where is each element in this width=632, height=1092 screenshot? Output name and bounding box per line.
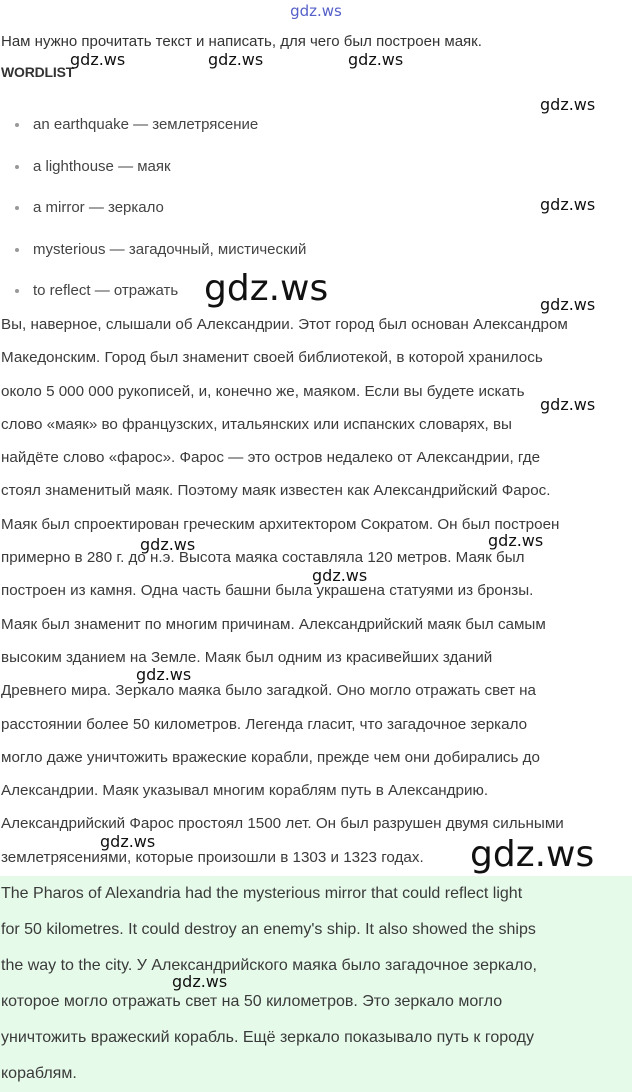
watermark: gdz.ws xyxy=(470,834,595,875)
answer-line: The Pharos of Alexandria had the mysterious mirror that could reflect light xyxy=(1,885,523,902)
watermark: gdz.ws xyxy=(348,50,404,69)
text-line: Вы, наверное, слышали об Александрии. Этот город был основан Александром xyxy=(1,316,568,333)
text-line: Маяк был знаменит по многим причинам. Александрийский маяк был самым xyxy=(1,615,546,633)
translation-text xyxy=(1,308,632,874)
text-line: примерно в 280 г. до н.э. Высота маяка составляла 120 метров. Маяк был xyxy=(1,549,525,567)
watermark: gdz.ws xyxy=(312,566,368,585)
answer-block xyxy=(0,876,632,1092)
text-line: построен из камня. Одна часть башни была украшена статуями из бронзы. xyxy=(1,582,534,600)
watermark: gdz.ws xyxy=(540,195,596,214)
text-line: около 5 000 000 рукописей, и, конечно же, маяком. Если вы будете искать xyxy=(1,382,525,400)
wordlist-item: to reflect — отражать xyxy=(0,270,306,312)
answer-line: кораблям. xyxy=(1,1065,77,1082)
wordlist-item: a mirror — зеркало xyxy=(0,187,306,229)
text-line: слово «маяк» во французских, итальянских или испанских словарях, вы xyxy=(1,415,512,433)
text-line: Маяк был спроектирован греческим архитектором Сократом. Он был построен xyxy=(1,515,560,533)
watermark: gdz.ws xyxy=(540,295,596,314)
bullet-icon xyxy=(15,289,19,293)
watermark: gdz.ws xyxy=(100,832,156,851)
watermark: gdz.ws xyxy=(136,665,192,684)
text-line: Александрийский Фарос простоял 1500 лет. Он был разрушен двумя сильными xyxy=(1,815,564,833)
text-line: землетрясениями, которые произошли в 1303 и 1323 годах. xyxy=(1,848,424,866)
watermark: gdz.ws xyxy=(208,50,264,69)
bullet-icon xyxy=(15,123,19,127)
wordlist-item: an earthquake — землетрясение xyxy=(0,104,306,146)
text-line: высоким зданием на Земле. Маяк был одним из красивейших зданий xyxy=(1,648,493,666)
watermark: gdz.ws xyxy=(172,972,228,991)
text-line: могло даже уничтожить вражеские корабли, прежде чем они добирались до xyxy=(1,748,540,766)
watermark: gdz.ws xyxy=(140,535,196,554)
bullet-icon xyxy=(15,206,19,210)
text-line: расстоянии более 50 километров. Легенда гласит, что загадочное зеркало xyxy=(1,715,528,733)
watermark: gdz.ws xyxy=(70,50,126,69)
text-line: Древнего мира. Зеркало маяка было загадкой. Оно могло отражать свет на xyxy=(1,682,537,700)
answer-line: которое могло отражать свет на 50 километров. Это зеркало могло xyxy=(1,993,503,1010)
site-watermark-header: gdz.ws xyxy=(290,2,342,20)
text-line: найдёте слово «фарос». Фарос — это остров недалеко от Александрии, где xyxy=(1,449,541,467)
task-statement: Нам нужно прочитать текст и написать, для чего был построен маяк. xyxy=(1,33,482,50)
watermark: gdz.ws xyxy=(488,531,544,550)
answer-line: the way to the city. У Александрийского маяка было загадочное зеркало, xyxy=(1,957,537,974)
watermark: gdz.ws xyxy=(540,395,596,414)
answer-line: for 50 kilometres. It could destroy an enemy's ship. It also showed the ships xyxy=(1,921,536,938)
watermark: gdz.ws xyxy=(204,268,329,309)
wordlist-title: WORDLIST xyxy=(1,64,75,80)
answer-line: уничтожить вражеский корабль. Ещё зеркало показывало путь к городу xyxy=(1,1029,534,1046)
text-line: Александрии. Маяк указывал многим кораблям путь в Александрию. xyxy=(1,782,489,800)
text-line: Македонским. Город был знаменит своей библиотекой, в которой хранилось xyxy=(1,349,543,367)
bullet-icon xyxy=(15,165,19,169)
watermark: gdz.ws xyxy=(540,95,596,114)
bullet-icon xyxy=(15,248,19,252)
text-line: стоял знаменитый маяк. Поэтому маяк известен как Александрийский Фарос. xyxy=(1,482,551,500)
wordlist-item: mysterious — загадочный, мистический xyxy=(0,229,306,271)
wordlist-item: a lighthouse — маяк xyxy=(0,146,306,188)
